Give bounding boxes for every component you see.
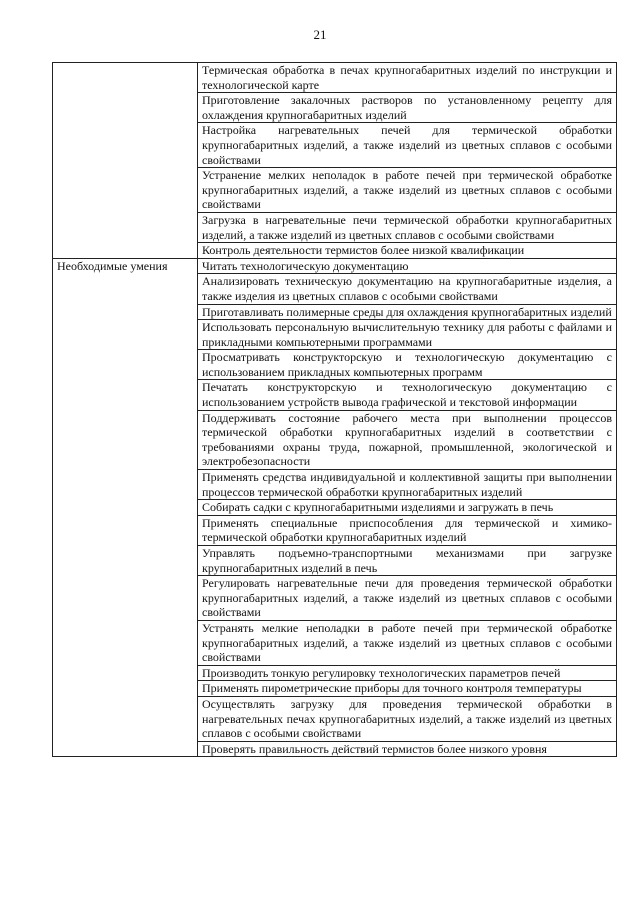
skill-item: Просматривать конструкторскую и технологическую документацию с использованием прикладных компьютерных программ xyxy=(198,350,617,380)
skill-item: Осуществлять загрузку для проведения термической обработки в нагревательных печах крупногабаритных изделий, а также изделий из цветных сплавов с особыми свойствами xyxy=(198,696,617,741)
labor-action-item: Контроль деятельности термистов более низкой квалификации xyxy=(198,243,617,259)
skill-item: Читать технологическую документацию xyxy=(198,258,617,274)
skill-item: Управлять подъемно-транспортными механизмами при загрузке крупногабаритных изделий в печь xyxy=(198,546,617,576)
skill-item: Печатать конструкторскую и технологическую документацию с использованием устройств вывода графической и текстовой информации xyxy=(198,380,617,410)
skill-item: Собирать садки с крупногабаритными изделиями и загружать в печь xyxy=(198,500,617,516)
labor-action-item: Настройка нагревательных печей для термической обработки крупногабаритных изделий, а также изделий из цветных сплавов с особыми свойствами xyxy=(198,123,617,168)
skill-item: Применять средства индивидуальной и коллективной защиты при выполнении процессов термической обработки крупногабаритных изделий xyxy=(198,470,617,500)
skill-item: Устранять мелкие неполадки в работе печей при термической обработке крупногабаритных изделий, а также изделий из цветных сплавов с особыми свойствами xyxy=(198,620,617,665)
labor-action-item: Приготовление закалочных растворов по установленному рецепту для охлаждения крупногабаритных изделий xyxy=(198,93,617,123)
skill-item: Приготавливать полимерные среды для охлаждения крупногабаритных изделий xyxy=(198,304,617,320)
table-row xyxy=(53,258,617,274)
labor-action-item: Загрузка в нагревательные печи термической обработки крупногабаритных изделий, а также изделий из цветных сплавов с особыми свойствами xyxy=(198,212,617,242)
skill-item: Проверять правильность действий термистов более низкого уровня xyxy=(198,741,617,757)
skill-item: Поддерживать состояние рабочего места при выполнении процессов термической обработки крупногабаритных изделий в соответствии с требованиями охраны труда, пожарной, промышленной, экологической и электробезопасности xyxy=(198,410,617,469)
row-label-empty xyxy=(53,63,198,259)
page-number: 21 xyxy=(313,27,327,42)
skill-item: Применять специальные приспособления для термической и химико-термической обработки крупногабаритных изделий xyxy=(198,515,617,545)
skill-item: Применять пирометрические приборы для точного контроля температуры xyxy=(198,681,617,697)
skill-item: Анализировать техническую документацию на крупногабаритные изделия, а также изделия из цветных сплавов с особыми свойствами xyxy=(198,274,617,304)
requirements-table xyxy=(52,62,617,757)
labor-action-item: Устранение мелких неполадок в работе печей при термической обработке крупногабаритных изделий, а также изделий из цветных сплавов с особыми свойствами xyxy=(198,168,617,213)
skill-item: Использовать персональную вычислительную технику для работы с файлами и прикладными компьютерными программами xyxy=(198,320,617,350)
skill-item: Регулировать нагревательные печи для проведения термической обработки крупногабаритных изделий, а также изделий из цветных сплавов с особыми свойствами xyxy=(198,576,617,621)
skill-item: Производить тонкую регулировку технологических параметров печей xyxy=(198,665,617,681)
row-label-skills: Необходимые умения xyxy=(53,258,198,757)
labor-action-item: Термическая обработка в печах крупногабаритных изделий по инструкции и технологической карте xyxy=(198,63,617,93)
table-row xyxy=(53,63,617,93)
